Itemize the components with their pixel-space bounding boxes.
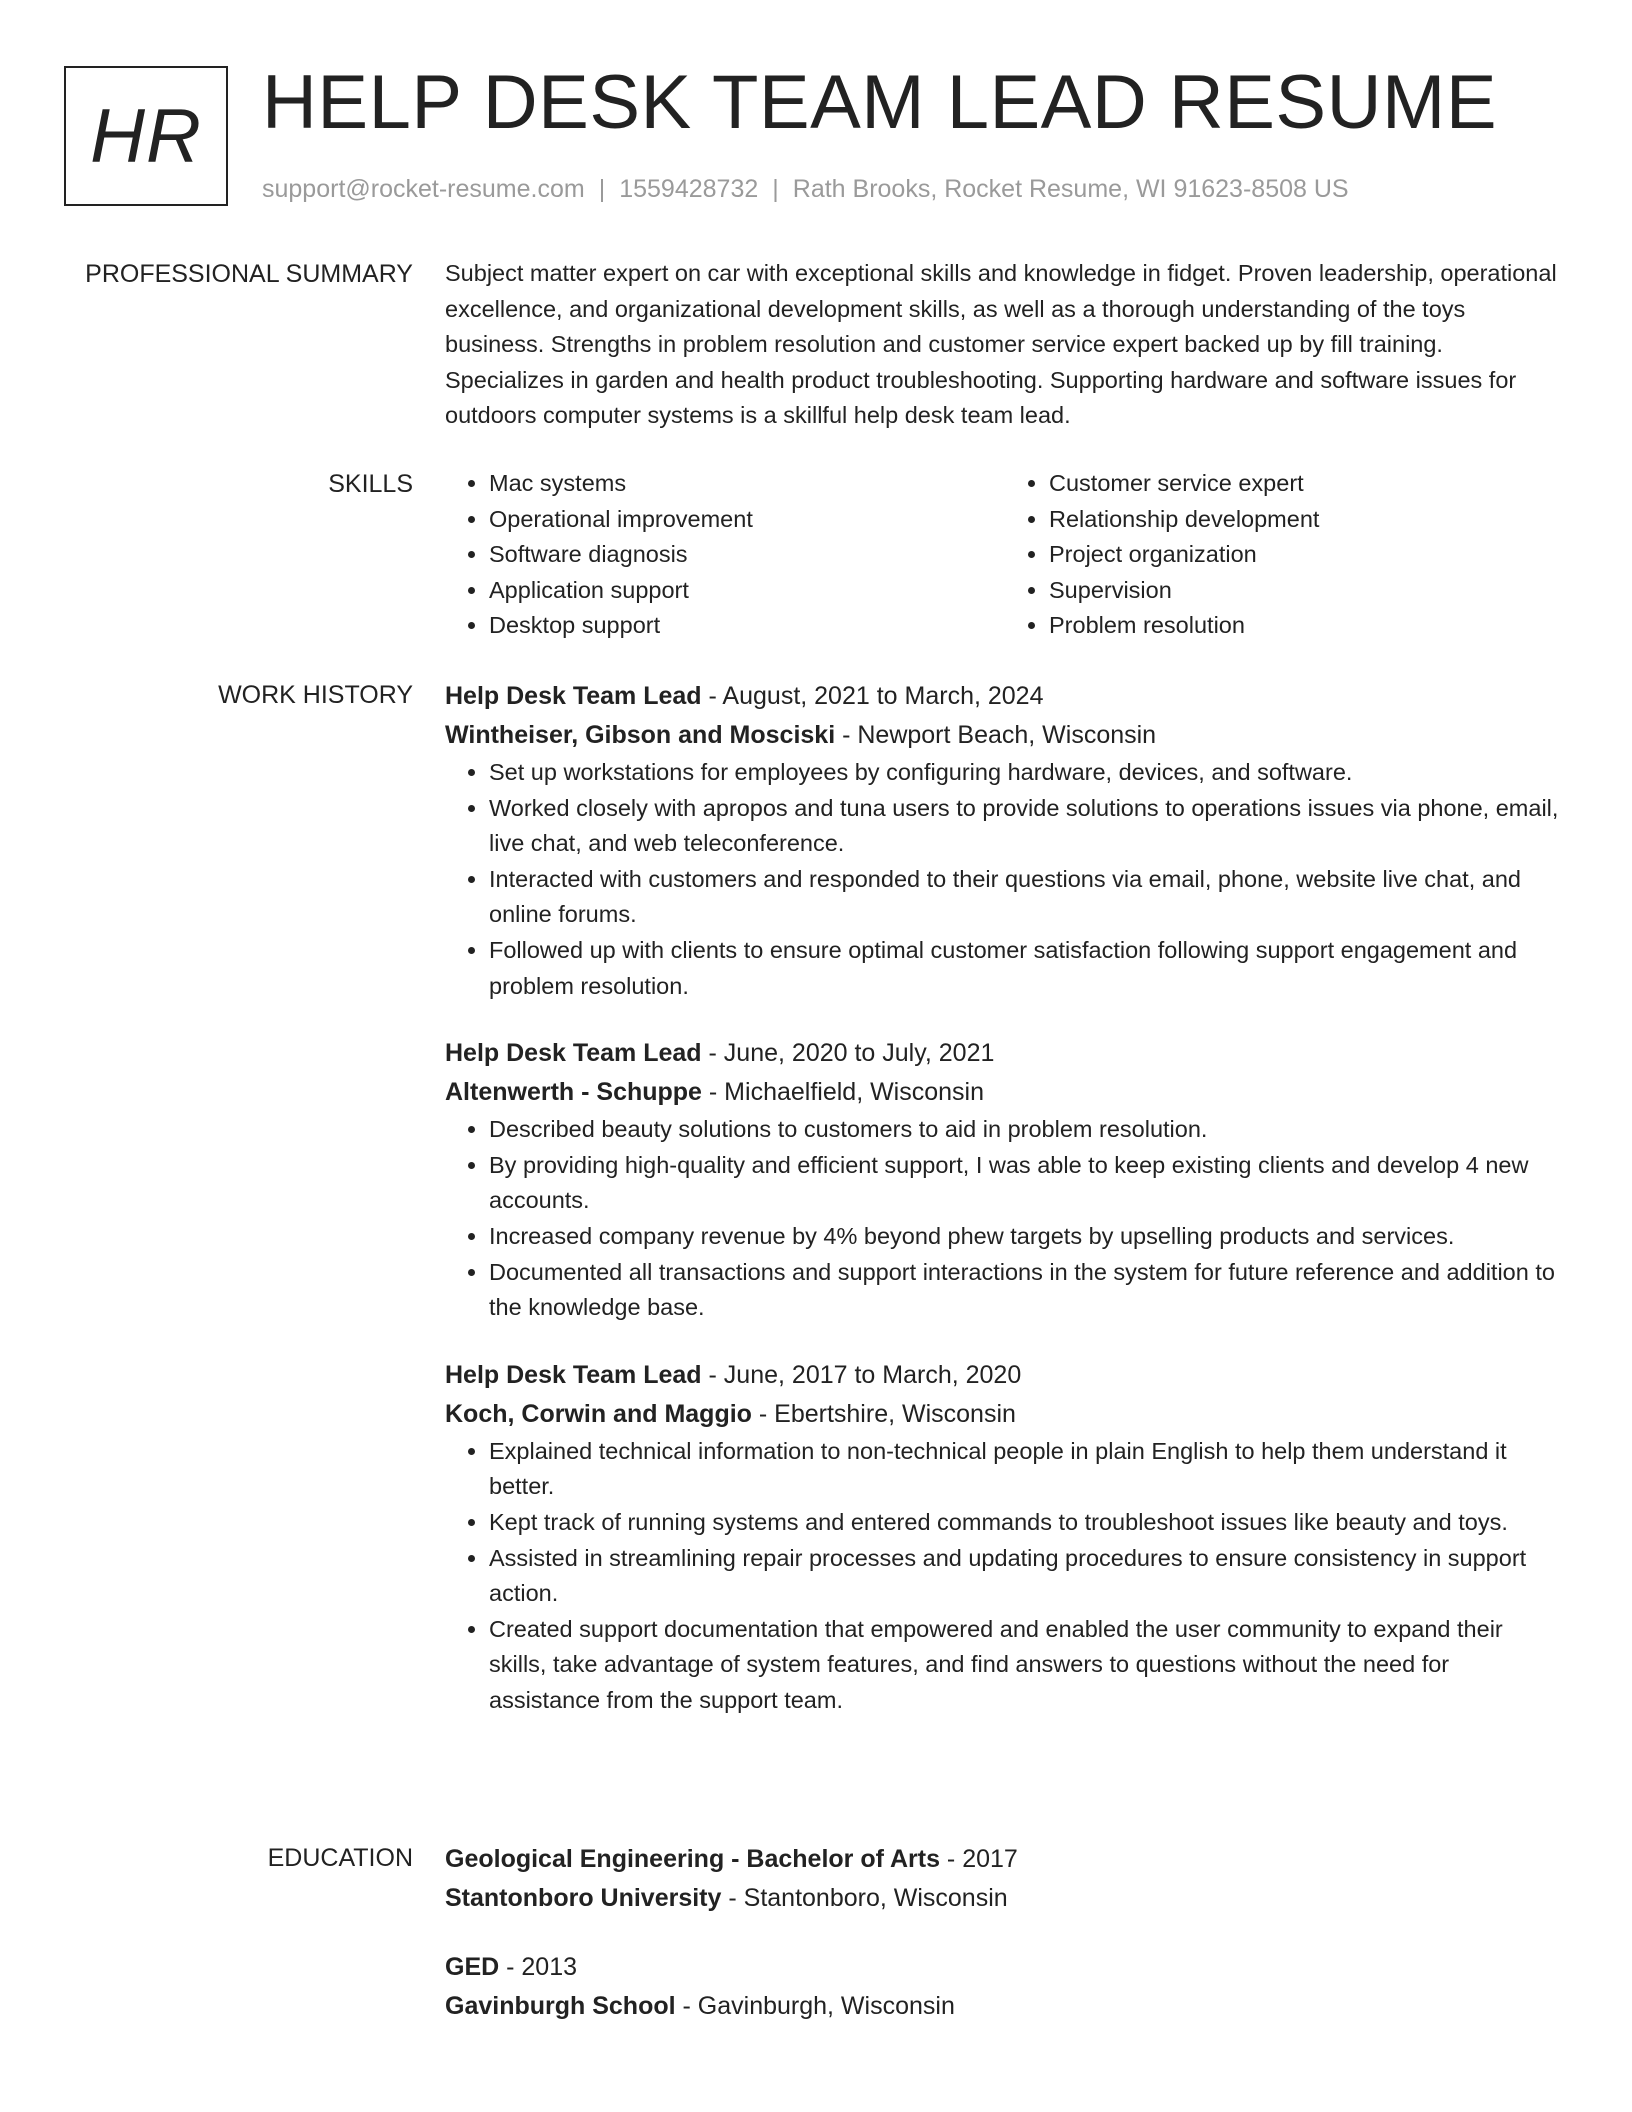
job-company: Koch, Corwin and Maggio bbox=[445, 1399, 752, 1428]
contact-phone[interactable]: 1559428732 bbox=[619, 175, 759, 203]
education-entry bbox=[445, 1948, 1565, 2026]
job-title-line bbox=[445, 1034, 1565, 1073]
job-entry bbox=[445, 677, 1565, 1004]
job-dates: - June, 2020 to July, 2021 bbox=[701, 1039, 995, 1068]
job-title-line bbox=[445, 677, 1565, 716]
job-company-line bbox=[445, 1395, 1565, 1434]
job-dates: - June, 2017 to March, 2020 bbox=[701, 1360, 1022, 1389]
job-entry bbox=[445, 1356, 1565, 1719]
skill-item: • Operational improvement bbox=[489, 502, 1005, 538]
school-location: - Stantonboro, Wisconsin bbox=[721, 1884, 1008, 1912]
job-bullet: • Assisted in streamlining repair processes and updating procedures to ensure consistency in support action. bbox=[489, 1541, 1565, 1612]
job-bullet: • Increased company revenue by 4% beyond phew targets by upselling products and services. bbox=[489, 1219, 1565, 1255]
degree-line bbox=[445, 1840, 1565, 1879]
job-bullet: • Kept track of running systems and entered commands to troubleshoot issues like beauty and toys. bbox=[489, 1505, 1565, 1541]
skill-item: • Application support bbox=[489, 573, 1005, 609]
skill-item: • Software diagnosis bbox=[489, 537, 1005, 573]
degree-name: GED bbox=[445, 1953, 500, 1981]
school-line bbox=[445, 1987, 1565, 2026]
skill-item: • Problem resolution bbox=[1049, 608, 1565, 644]
monogram-initials: HR bbox=[90, 93, 202, 179]
contact-line bbox=[262, 172, 1349, 206]
job-bullet: • Worked closely with apropos and tuna users to provide solutions to operations issues via phone, email, live chat, and web teleconference. bbox=[489, 791, 1565, 862]
skill-item: • Customer service expert bbox=[1049, 466, 1565, 502]
degree-name: Geological Engineering - Bachelor of Arts bbox=[445, 1845, 940, 1873]
job-company: Altenwerth - Schuppe bbox=[445, 1078, 702, 1107]
skill-item: • Supervision bbox=[1049, 573, 1565, 609]
job-bullets bbox=[445, 755, 1565, 1004]
section-label-summary: PROFESSIONAL SUMMARY bbox=[85, 260, 413, 288]
section-label-work: WORK HISTORY bbox=[218, 681, 413, 709]
job-bullet: • Described beauty solutions to customers to aid in problem resolution. bbox=[489, 1112, 1565, 1148]
school-name: Stantonboro University bbox=[445, 1884, 722, 1912]
job-bullet: • Set up workstations for employees by configuring hardware, devices, and software. bbox=[489, 755, 1565, 791]
education-entry bbox=[445, 1840, 1565, 1918]
skill-item: • Relationship development bbox=[1049, 502, 1565, 538]
job-bullet: • Explained technical information to non-technical people in plain English to help them understand it better. bbox=[489, 1434, 1565, 1505]
job-bullet: • Interacted with customers and responded to their questions via email, phone, website live chat, and online forums. bbox=[489, 862, 1565, 933]
degree-year: - 2017 bbox=[939, 1845, 1018, 1873]
skills-list-right bbox=[1005, 466, 1565, 644]
summary-text: Subject matter expert on car with exceptional skills and knowledge in fidget. Proven leadership, operational excellence, and organizational development skills, as well as a thorough understanding of the toys business. Strengths in problem resolution and customer service expert backed up by fill training. Specializes in garden and health product troubleshooting. Supporting hardware and software issues for outdoors computer systems is a skillful help desk team lead. bbox=[445, 260, 1557, 429]
school-name: Gavinburgh School bbox=[445, 1992, 676, 2020]
skills-list-left bbox=[445, 466, 1005, 644]
skill-item: • Mac systems bbox=[489, 466, 1005, 502]
section-label-skills: SKILLS bbox=[328, 470, 413, 498]
job-title-line bbox=[445, 1356, 1565, 1395]
job-location: - Michaelfield, Wisconsin bbox=[701, 1078, 984, 1107]
job-location: - Newport Beach, Wisconsin bbox=[835, 721, 1157, 749]
work-history-body bbox=[445, 677, 1565, 1748]
job-title: Help Desk Team Lead bbox=[445, 682, 702, 710]
contact-separator: | bbox=[772, 175, 779, 203]
job-title: Help Desk Team Lead bbox=[445, 1039, 702, 1068]
skills-grid bbox=[445, 466, 1565, 644]
job-bullets bbox=[445, 1434, 1565, 1719]
resume-title: HELP DESK TEAM LEAD RESUME bbox=[262, 60, 1498, 145]
skill-item: • Project organization bbox=[1049, 537, 1565, 573]
job-bullets bbox=[445, 1112, 1565, 1326]
job-title: Help Desk Team Lead bbox=[445, 1360, 702, 1389]
contact-email[interactable]: support@rocket-resume.com bbox=[262, 175, 585, 203]
contact-separator: | bbox=[598, 175, 606, 203]
contact-address: Rath Brooks, Rocket Resume, WI 91623-8508 US bbox=[792, 175, 1349, 203]
job-company-line bbox=[445, 1073, 1565, 1112]
summary-body bbox=[445, 256, 1565, 434]
degree-year: - 2013 bbox=[499, 1953, 578, 1981]
job-location: - Ebertshire, Wisconsin bbox=[751, 1399, 1016, 1428]
job-bullet: • By providing high-quality and efficient support, I was able to keep existing clients and develop 4 new accounts. bbox=[489, 1148, 1565, 1219]
degree-line bbox=[445, 1948, 1565, 1987]
monogram-box bbox=[64, 66, 228, 206]
school-line bbox=[445, 1879, 1565, 1918]
job-entry bbox=[445, 1034, 1565, 1326]
job-dates: - August, 2021 to March, 2024 bbox=[701, 682, 1044, 710]
job-bullet: • Documented all transactions and support interactions in the system for future reference and addition to the knowledge base. bbox=[489, 1255, 1565, 1326]
skill-item: • Desktop support bbox=[489, 608, 1005, 644]
section-label-education: EDUCATION bbox=[267, 1844, 413, 1872]
job-company: Wintheiser, Gibson and Mosciski bbox=[445, 721, 836, 749]
school-location: - Gavinburgh, Wisconsin bbox=[675, 1992, 955, 2020]
job-bullet: • Followed up with clients to ensure optimal customer satisfaction following support engagement and problem resolution. bbox=[489, 933, 1565, 1004]
job-bullet: • Created support documentation that empowered and enabled the user community to expand their skills, take advantage of system features, and find answers to questions without the need for assistance from the support team. bbox=[489, 1612, 1565, 1719]
job-company-line bbox=[445, 716, 1565, 755]
education-body bbox=[445, 1840, 1565, 2056]
